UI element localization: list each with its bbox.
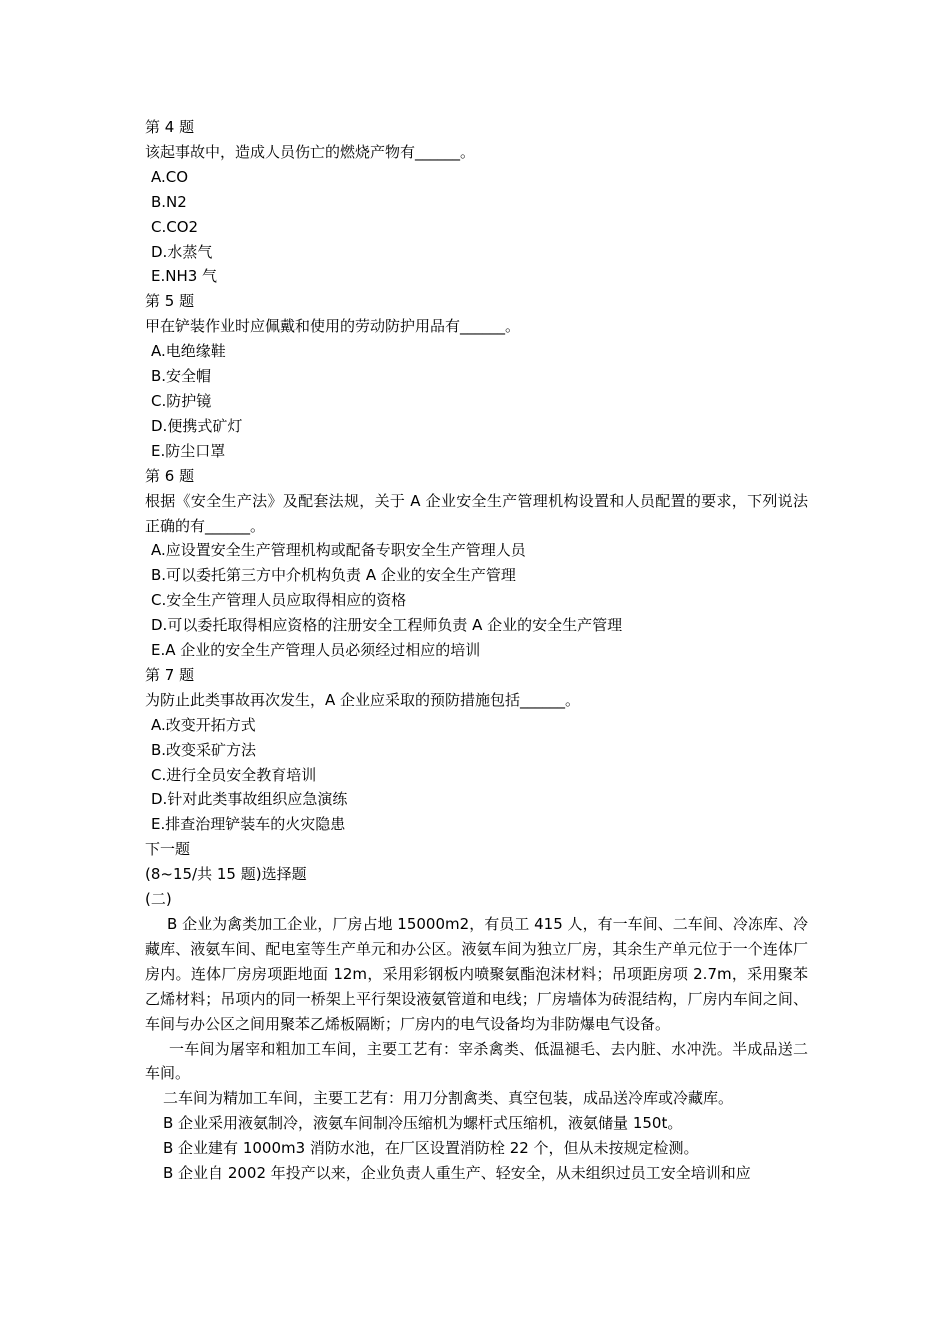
question-7-option-d: D.针对此类事故组织应急演练: [151, 790, 348, 809]
question-5-option-a: A.电绝缘鞋: [151, 342, 226, 361]
question-6-option-d: D.可以委托取得相应资格的注册安全工程师负责 A 企业的安全生产管理: [151, 616, 623, 635]
question-6-option-c: C.安全生产管理人员应取得相应的资格: [151, 591, 407, 610]
question-5-option-b: B.安全帽: [151, 367, 212, 386]
question-4-option-c: C.CO2: [151, 217, 199, 236]
question-6-option-a: A.应设置安全生产管理机构或配备专职安全生产管理人员: [151, 541, 526, 560]
case-paragraph-6: B 企业自 2002 年投产以来，企业负责人重生产、轻安全，从未组织过员工安全培训和应: [163, 1164, 751, 1183]
question-5-option-c: C.防护镜: [151, 391, 212, 410]
question-7-option-c: C.进行全员安全教育培训: [151, 765, 317, 784]
next-question-link[interactable]: 下一题: [145, 840, 191, 859]
section-header: (8~15/共 15 题)选择题: [145, 865, 307, 884]
question-6-stem: 根据《安全生产法》及配套法规，关于 A 企业安全生产管理机构设置和人员配置的要求，下列说法正确的有______。: [145, 491, 808, 535]
question-5-option-e: E.防尘口罩: [151, 441, 226, 460]
question-4-option-b: B.N2: [151, 192, 187, 211]
question-7-heading: 第 7 题: [145, 665, 195, 684]
case-paragraph-3: 二车间为精加工车间，主要工艺有：用刀分割禽类、真空包装，成品送冷库或冷藏库。: [163, 1089, 734, 1108]
question-7-option-a: A.改变开拓方式: [151, 715, 256, 734]
question-6-option-e: E.A 企业的安全生产管理人员必须经过相应的培训: [151, 641, 481, 660]
question-4-option-d: D.水蒸气: [151, 242, 213, 261]
question-6-heading: 第 6 题: [145, 466, 195, 485]
question-4-stem: 该起事故中，造成人员伤亡的燃烧产物有______。: [145, 142, 476, 161]
question-4-option-e: E.NH3 气: [151, 267, 218, 286]
case-paragraph-1: B 企业为禽类加工企业，厂房占地 15000m2，有员工 415 人，有一车间、二车间、冷冻库、冷藏库、液氨车间、配电室等生产单元和办公区。液氨车间为独立厂房，其余生产单元位于一个连体厂房内。连体厂房房项距地面 12m，采用彩钢板内喷聚氨酯泡沫材料；吊项距房项 2.7m，采用聚苯乙烯材料；吊项内的同一桥架上平行架设液氨管道和电线；厂房墙体为砖混结构，厂房内车间之间、车间与办公区之间用聚苯乙烯板隔断；厂房内的电气设备均为非防爆电气设备。: [145, 915, 808, 1033]
case-paragraph-5: B 企业建有 1000m3 消防水池，在厂区设置消防栓 22 个，但从未按规定检测。: [163, 1139, 699, 1158]
question-6-option-b: B.可以委托第三方中介机构负责 A 企业的安全生产管理: [151, 566, 516, 585]
case-paragraph-4: B 企业采用液氨制冷，液氨车间制冷压缩机为螺杆式压缩机，液氨储量 150t。: [163, 1114, 683, 1133]
case-paragraph-2: 一车间为屠宰和粗加工车间，主要工艺有：宰杀禽类、低温褪毛、去内脏、水冲洗。半成品送二车间。: [145, 1039, 808, 1083]
question-7-option-b: B.改变采矿方法: [151, 740, 257, 759]
document-page: [145, 115, 808, 1186]
part-label: (二): [145, 890, 172, 909]
question-4-heading: 第 4 题: [145, 118, 195, 136]
question-7-stem: 为防止此类事故再次发生，A 企业应采取的预防措施包括______。: [145, 690, 581, 709]
question-5-stem: 甲在铲装作业时应佩戴和使用的劳动防护用品有______。: [145, 317, 521, 336]
question-5-option-d: D.便携式矿灯: [151, 416, 243, 435]
question-7-option-e: E.排查治理铲装车的火灾隐患: [151, 815, 346, 834]
question-4-option-a: A.CO: [151, 167, 189, 186]
question-5-heading: 第 5 题: [145, 292, 195, 311]
